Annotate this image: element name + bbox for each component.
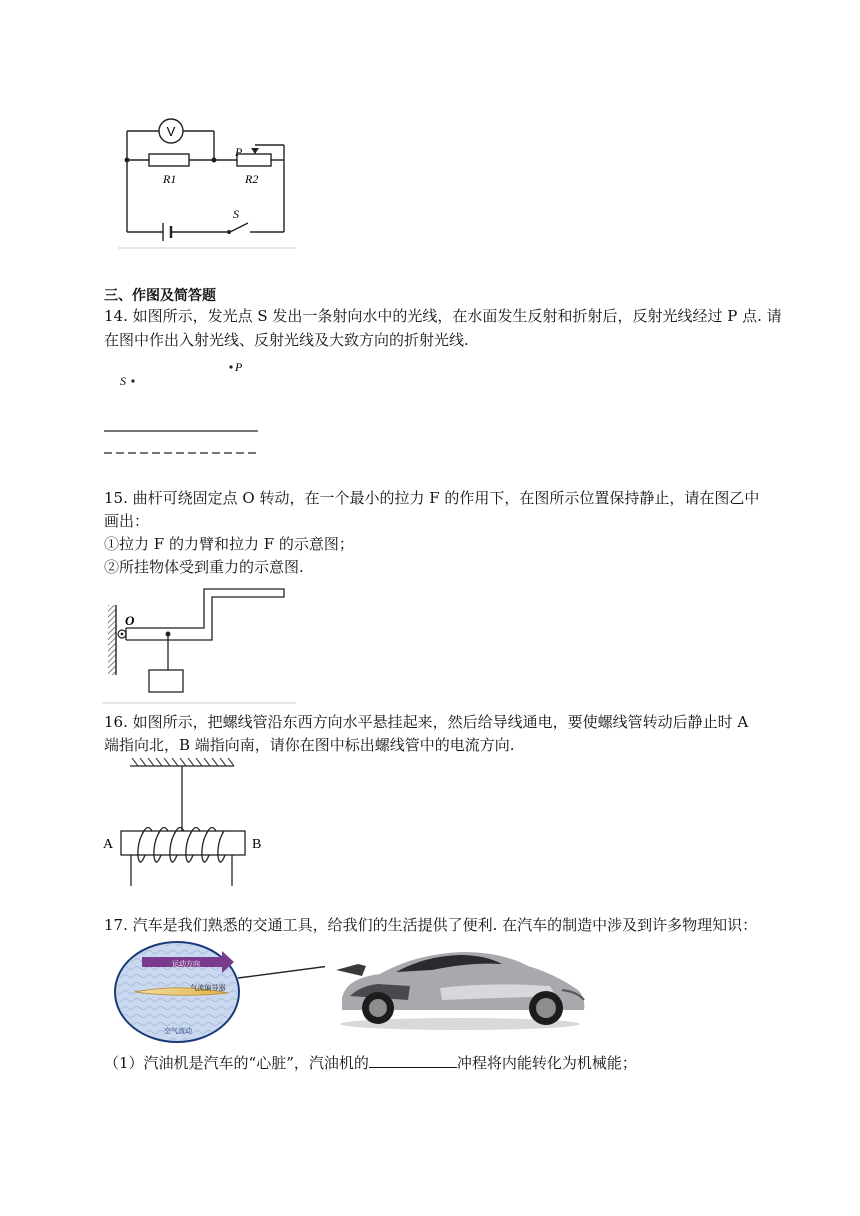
label-r1: R1 (163, 172, 177, 186)
q16-line1: 16. 如图所示，把螺线管沿东西方向水平悬挂起来，然后给导线通电，要使螺线管转动后静止时 A (104, 713, 749, 731)
q15-lever-diagram (100, 585, 300, 710)
fig-air-label: 空气流动 (164, 1027, 192, 1035)
q15-line2: 画出： (104, 512, 150, 530)
q14-diagram (100, 355, 270, 465)
q17-answer-blank[interactable] (369, 1053, 457, 1068)
q15-item2: ②所挂物体受到重力的示意图. (104, 558, 304, 576)
q17-sub1-part-a: （1）汽油机是汽车的“心脏”，汽油机的 (104, 1054, 369, 1072)
q15-line1: 15. 曲杆可绕固定点 O 转动，在一个最小的拉力 F 的作用下，在图所示位置保持静止，请在图乙中 (104, 489, 760, 507)
q15-item1: ①拉力 F 的力臂和拉力 F 的示意图； (104, 535, 354, 553)
circuit-diagram (110, 112, 310, 252)
label-switch: S (233, 207, 239, 221)
q16-solenoid-diagram (100, 758, 275, 888)
label-r2: R2 (245, 172, 259, 186)
q14-line1: 14. 如图所示，发光点 S 发出一条射向水中的光线，在水面发生反射和折射后，反射光线经过 P 点. 请 (104, 307, 782, 325)
fig-motion-label: 运动方向 (172, 960, 200, 968)
q14-label-s: S (120, 374, 126, 388)
q16-label-b: B (252, 837, 262, 852)
q16-line2: 端指向北，B 端指向南，请你在图中标出螺线管中的电流方向. (104, 736, 515, 754)
sports-car-image (325, 940, 593, 1030)
section-heading: 三、作图及简答题 (104, 288, 216, 304)
q17-airflow-diagram (110, 940, 620, 1050)
label-p: P (235, 145, 243, 159)
q17-sub1 (104, 1052, 637, 1075)
q17-line1: 17. 汽车是我们熟悉的交通工具，给我们的生活提供了便利. 在汽车的制造中涉及到许多物理知识： (104, 916, 758, 934)
q14-label-p: P (235, 360, 243, 374)
q17-sub1-part-b: 冲程将内能转化为机械能； (456, 1054, 637, 1072)
fig-deflector-label: 气流偏导器 (190, 984, 226, 992)
q15-label-o: O (125, 613, 135, 628)
voltmeter-symbol: V (166, 124, 176, 139)
q14-line2: 在图中作出入射光线、反射光线及大致方向的折射光线. (104, 331, 469, 349)
q16-label-a: A (103, 837, 114, 852)
